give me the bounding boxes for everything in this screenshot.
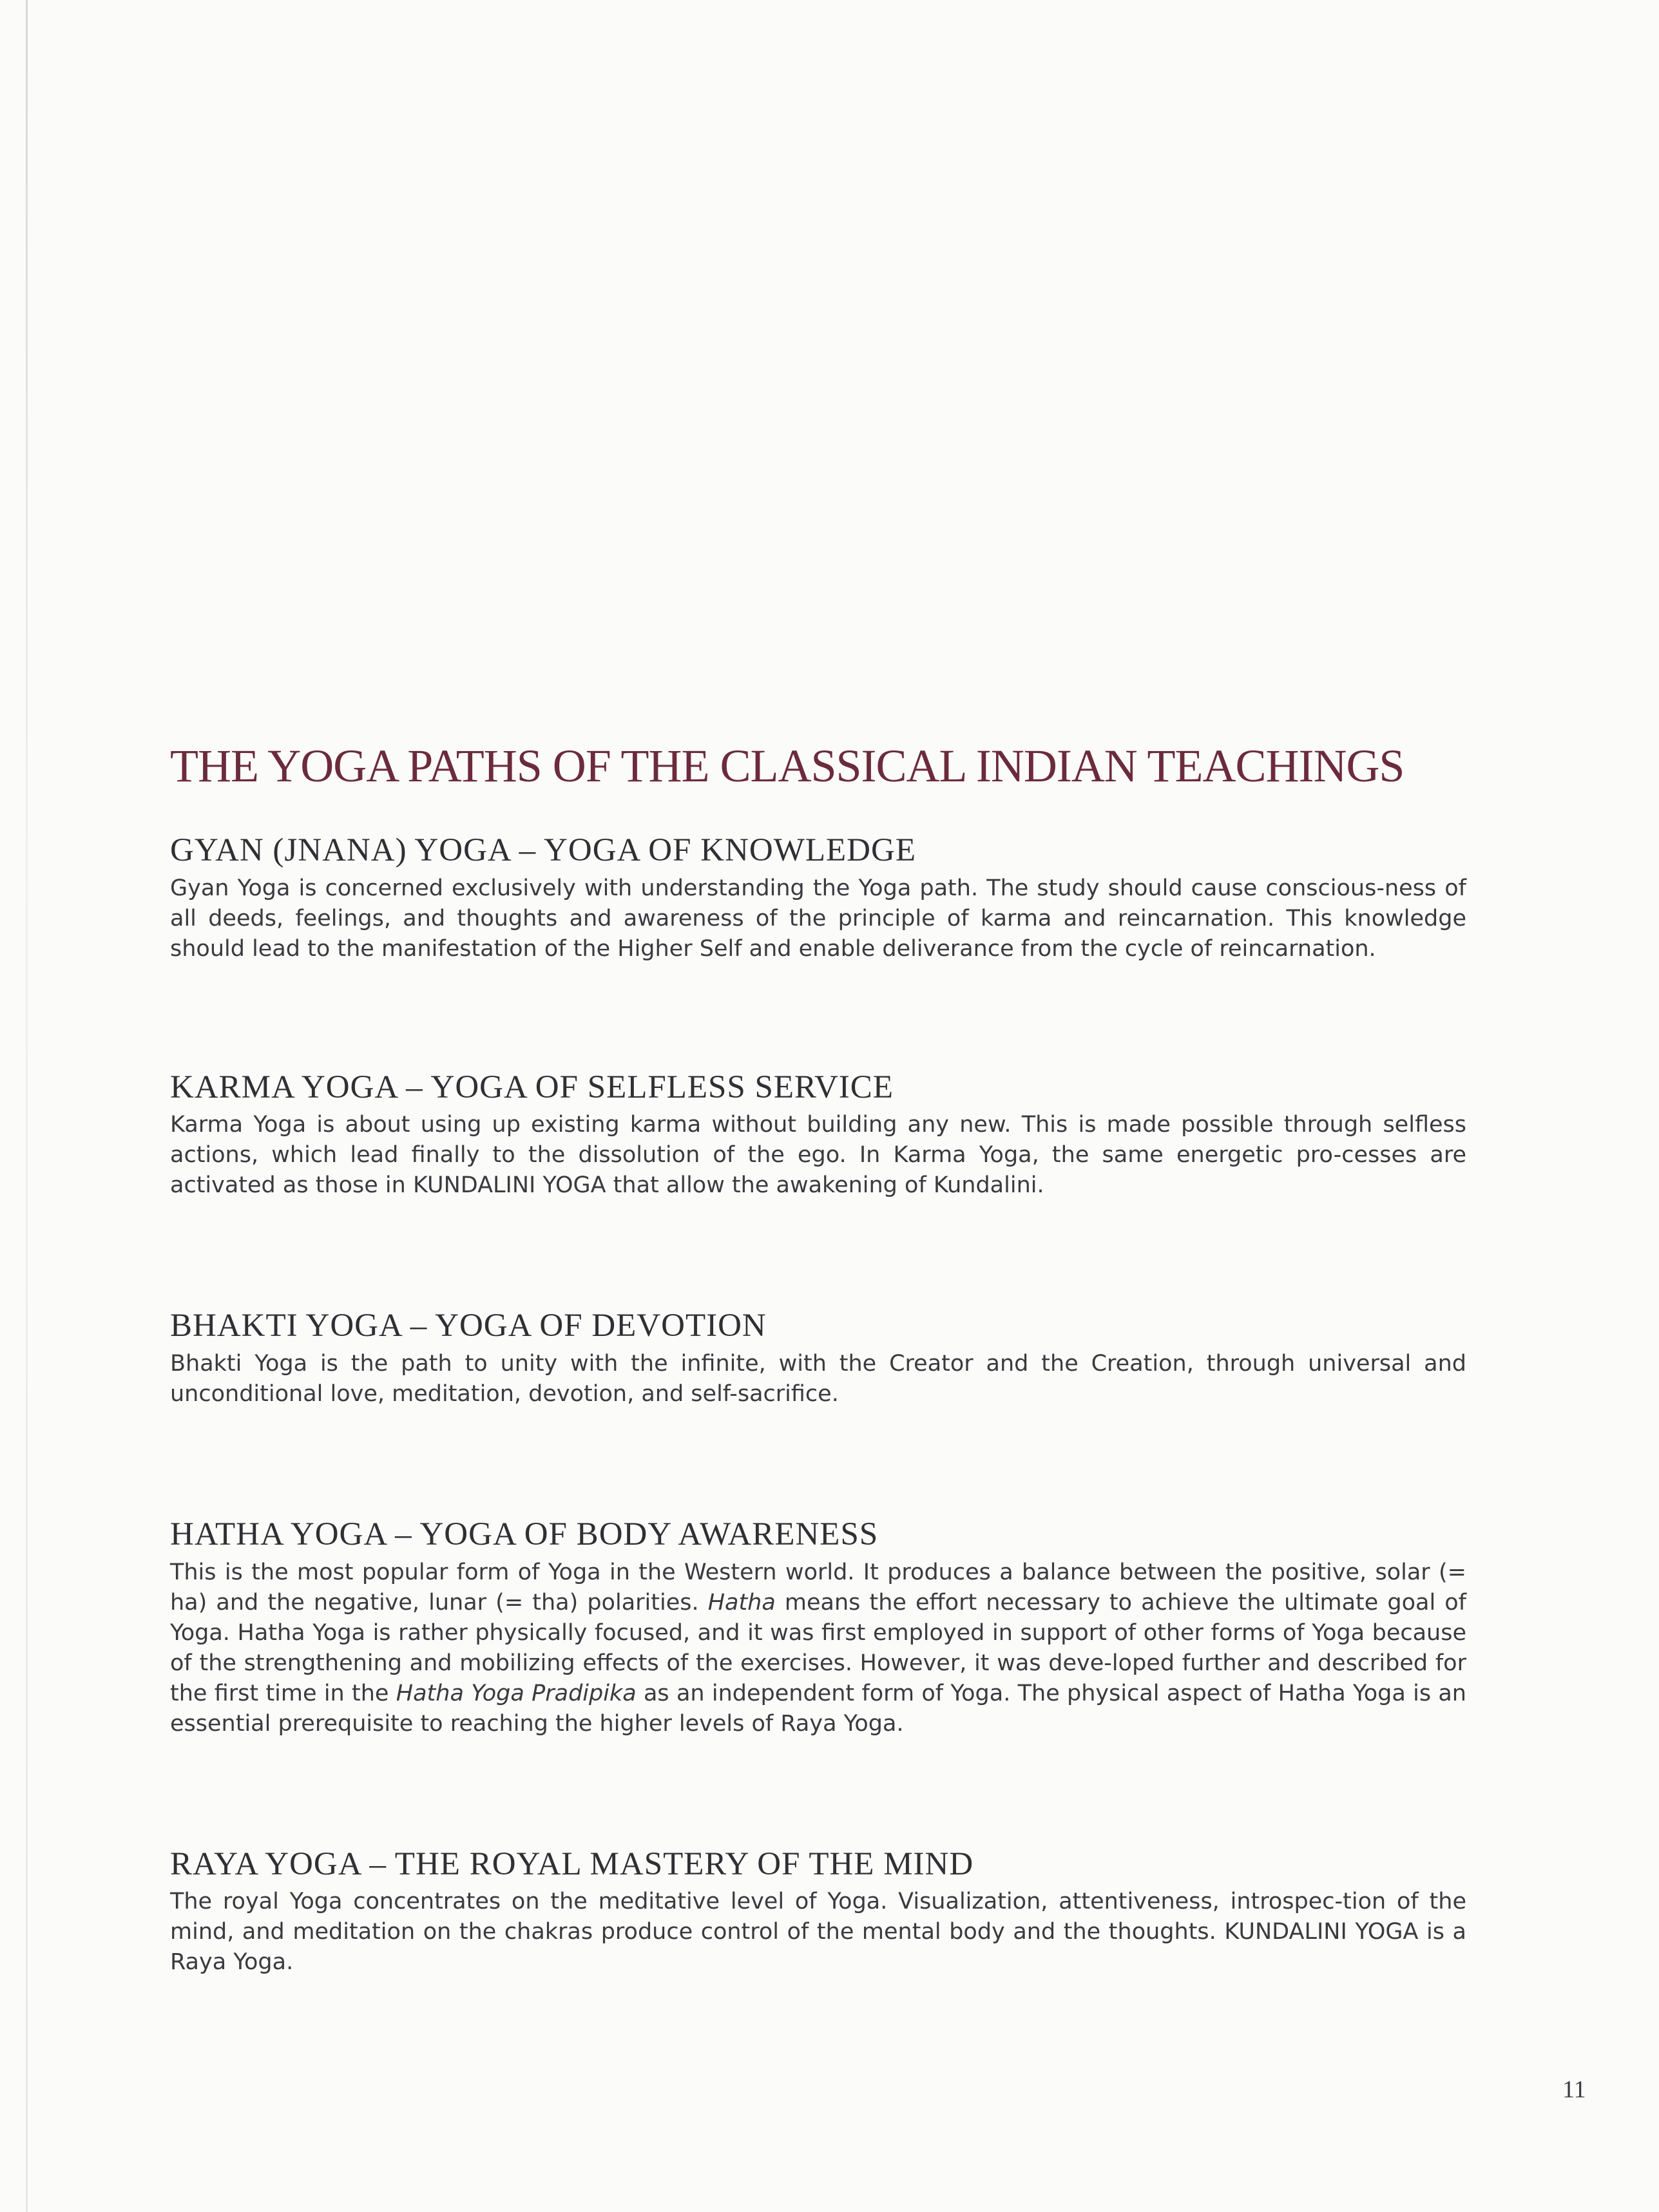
page-binding-edge xyxy=(26,0,28,2212)
page-title: THE YOGA PATHS OF THE CLASSICAL INDIAN TEACHINGS xyxy=(170,740,1405,792)
body-text: means the effort necessary to achieve the ultimate goal of Yoga. Hatha Yoga is rather physically focused, and it was first employed in support of other forms of Yoga because of the strengthening and mobilizing effects of the exercises. However, it was deve-loped further and described for the first time in the xyxy=(170,1589,1466,1706)
section-title-gyan-yoga: GYAN (JNANA) YOGA – YOGA OF KNOWLEDGE xyxy=(170,832,916,869)
body-text: Gyan Yoga is concerned exclusively with understanding the Yoga path. The study should cause conscious-ness of all deeds, feelings, and thoughts and awareness of the principle of karma and reincarnation. This knowledge should lead to the manifestation of the Higher Self and enable deliverance from the cycle of reincarnation. xyxy=(170,875,1466,962)
section-title-karma-yoga: KARMA YOGA – YOGA OF SELFLESS SERVICE xyxy=(170,1069,894,1105)
section-title-hatha-yoga: HATHA YOGA – YOGA OF BODY AWARENESS xyxy=(170,1516,879,1553)
body-text: Bhakti Yoga is the path to unity with the infinite, with the Creator and the Creation, through universal and unconditional love, meditation, devotion, and self-sacrifice. xyxy=(170,1351,1466,1407)
emphasis-text: Hatha xyxy=(707,1589,776,1616)
section-body-bhakti-yoga xyxy=(170,1349,1466,1409)
emphasis-text: Hatha Yoga Pradipika xyxy=(396,1680,637,1706)
section-body-raya-yoga xyxy=(170,1887,1466,1978)
section-hatha-yoga xyxy=(170,1516,1466,1739)
body-text: Karma Yoga is about using up existing karma without building any new. This is made possible through selfless actions, which lead finally to the dissolution of the ego. In Karma Yoga, the same energetic pro-cesses are activated as those in KUNDALINI YOGA that allow the awakening of Kundalini. xyxy=(170,1112,1466,1199)
section-raya-yoga xyxy=(170,1845,1466,1978)
section-title-bhakti-yoga: BHAKTI YOGA – YOGA OF DEVOTION xyxy=(170,1308,767,1344)
section-gyan-yoga xyxy=(170,832,1466,964)
page-content xyxy=(170,741,1466,1978)
section-bhakti-yoga xyxy=(170,1307,1466,1409)
section-body-karma-yoga xyxy=(170,1110,1466,1201)
section-title-raya-yoga: RAYA YOGA – THE ROYAL MASTERY OF THE MIND xyxy=(170,1845,974,1882)
body-text: as an independent form of Yoga. The physical aspect of Hatha Yoga is an essential prerequisite to reaching the higher levels of Raya Yoga. xyxy=(170,1680,1466,1737)
body-text: The royal Yoga concentrates on the meditative level of Yoga. Visualization, attentiveness, introspec-tion of the mind, and meditation on the chakras produce control of the mental body and the thoughts. KUNDALINI YOGA is a Raya Yoga. xyxy=(170,1889,1466,1976)
section-body-gyan-yoga xyxy=(170,873,1466,964)
section-karma-yoga xyxy=(170,1069,1466,1201)
page-number: 11 xyxy=(1562,2076,1586,2103)
body-text: This is the most popular form of Yoga in the Western world. It produces a balance between the positive, solar (= ha) and the negative, lunar (= tha) polarities. xyxy=(170,1559,1466,1616)
section-body-hatha-yoga xyxy=(170,1558,1466,1739)
